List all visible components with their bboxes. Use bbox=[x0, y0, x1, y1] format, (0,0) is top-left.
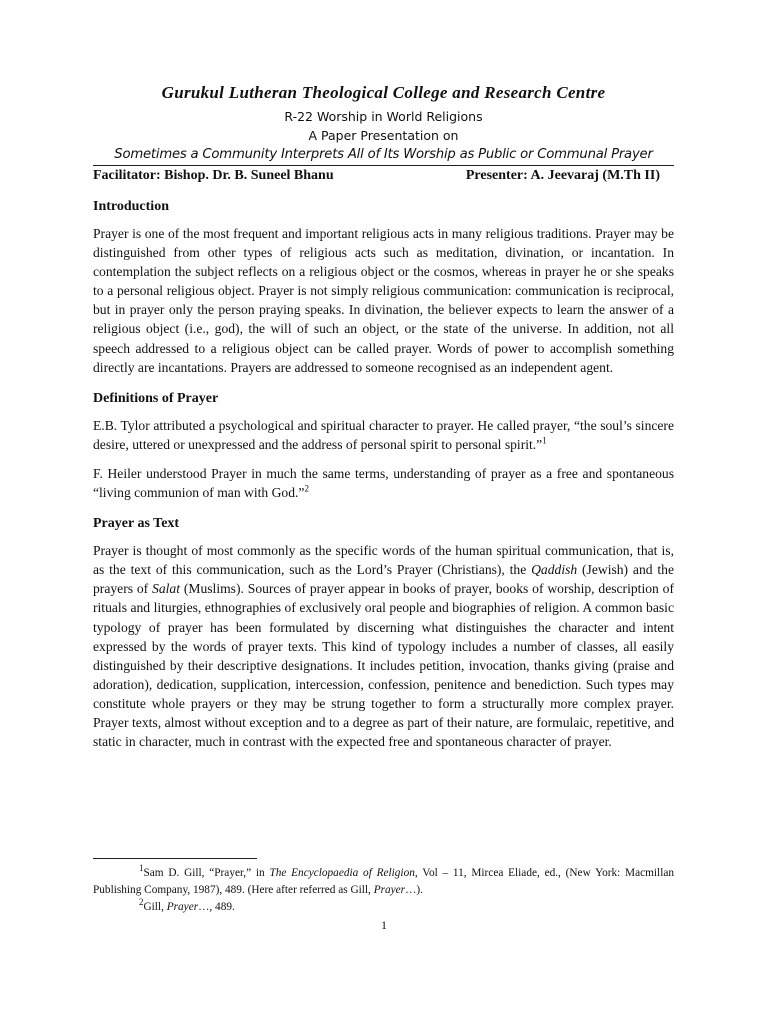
heiler-text: F. Heiler understood Prayer in much the same terms, understanding of prayer as a free and spontaneous “living communion of man with God.” bbox=[93, 465, 674, 501]
footnote-2-short-title: Prayer bbox=[166, 901, 199, 913]
presentation-label: A Paper Presentation on bbox=[308, 128, 459, 143]
presenter: Presenter: A. Jeevaraj (M.Th II) bbox=[465, 168, 660, 183]
text-part-2: (Jewish) and the prayers of bbox=[93, 562, 674, 597]
introduction-heading: Introduction bbox=[93, 199, 169, 214]
text-part-3: (Muslims). Sources of prayer appear in books of prayer, books of worship, description of rituals and liturgies, ethnographies of exclusively oral people and biographies of religion. A common basic typology of prayer has been formulated by discerning what distinguishes the character and intent expressed by the words of prayer texts. This kind of typology includes a number of classes, all easily distinguished by their descriptive designations. It includes petition, invocation, thanks giving (praise and adoration), dedication, supplication, intercession, confession, penitence and benediction. Such types may constitute whole prayers or they may be strung together to form a structurally more complex prayer. Prayer texts, almost without exception and to a degree as part of their nature, are formulaic, repetitive, and static in character, much in contrast with the expected free and spontaneous character of prayer. bbox=[93, 581, 674, 750]
footnotes bbox=[93, 858, 674, 916]
footnote-ref-1[interactable]: 1 bbox=[542, 435, 547, 446]
footnote-1-text-c: …). bbox=[405, 884, 423, 896]
heiler-paragraph bbox=[93, 464, 674, 502]
footnote-1-text-a: Sam D. Gill, “Prayer,” in bbox=[143, 867, 270, 879]
footnote-2-text-b: …, 489. bbox=[198, 901, 235, 913]
footnote-2 bbox=[93, 899, 674, 916]
tylor-text: E.B. Tylor attributed a psychological and spiritual character to prayer. He called prayer, “the soul’s sincere desire, uttered or unexpressed and the address of personal spirit to personal spirit.” bbox=[93, 417, 674, 452]
college-name: Gurukul Lutheran Theological College and Research Centre bbox=[161, 83, 606, 102]
footnote-2-number: 2 bbox=[139, 897, 144, 908]
qaddish-term: Qaddish bbox=[531, 562, 578, 578]
footnote-1-short-title: Prayer bbox=[373, 884, 406, 896]
footnote-ref-2[interactable]: 2 bbox=[304, 483, 309, 494]
definitions-heading: Definitions of Prayer bbox=[93, 390, 219, 406]
prayer-as-text-heading: Prayer as Text bbox=[93, 516, 180, 532]
facilitator: Facilitator: Bishop. Dr. B. Suneel Bhanu bbox=[93, 168, 334, 183]
footnote-2-text-a: Gill, bbox=[143, 901, 167, 913]
footnote-rule bbox=[93, 858, 257, 859]
tylor-paragraph bbox=[93, 416, 674, 454]
footnote-1-number: 1 bbox=[139, 863, 144, 874]
paper-topic: Sometimes a Community Interprets All of Its Worship as Public or Communal Prayer bbox=[114, 147, 653, 162]
page-number: 1 bbox=[381, 918, 387, 932]
credits-line bbox=[93, 165, 674, 185]
introduction-paragraph: Prayer is one of the most frequent and important religious acts in many religious traditions. Prayer may be distinguished from other types of religious acts such as meditation, divination, or incantation. In contemplation the subject reflects on a religious object or the cosmos, whereas in prayer he or she speaks to a personal religious object. Prayer is not simply religious communication: communication is reciprocal, but in prayer only the person praying speaks. In divination, the believer expects to learn the answer of a religious object (i.e., god), the will of such an object, or the state of the universe. In addition, not all speech addressed to a religious object can be called prayer. Words of power to accomplish something directly are incantations. Prayers are addressed to someone recognised as an independent agent. bbox=[93, 226, 674, 375]
footnote-1-text-b: , Vol – 11, Mircea Eliade, ed., (New York: Macmillan Publishing Company, 1987), 489. (Here after referred as Gill, bbox=[93, 867, 674, 896]
text-part-1: Prayer is thought of most commonly as the specific words of the human spiritual communication, that is, as the text of this communication, such as the Lord’s Prayer (Christians), the bbox=[93, 543, 674, 578]
prayer-as-text-paragraph bbox=[93, 541, 674, 751]
footnote-1-title: The Encyclopaedia of Religion bbox=[269, 867, 415, 879]
salat-term: Salat bbox=[152, 581, 180, 597]
footnote-1 bbox=[93, 865, 674, 899]
course-title: R-22 Worship in World Religions bbox=[284, 109, 483, 124]
